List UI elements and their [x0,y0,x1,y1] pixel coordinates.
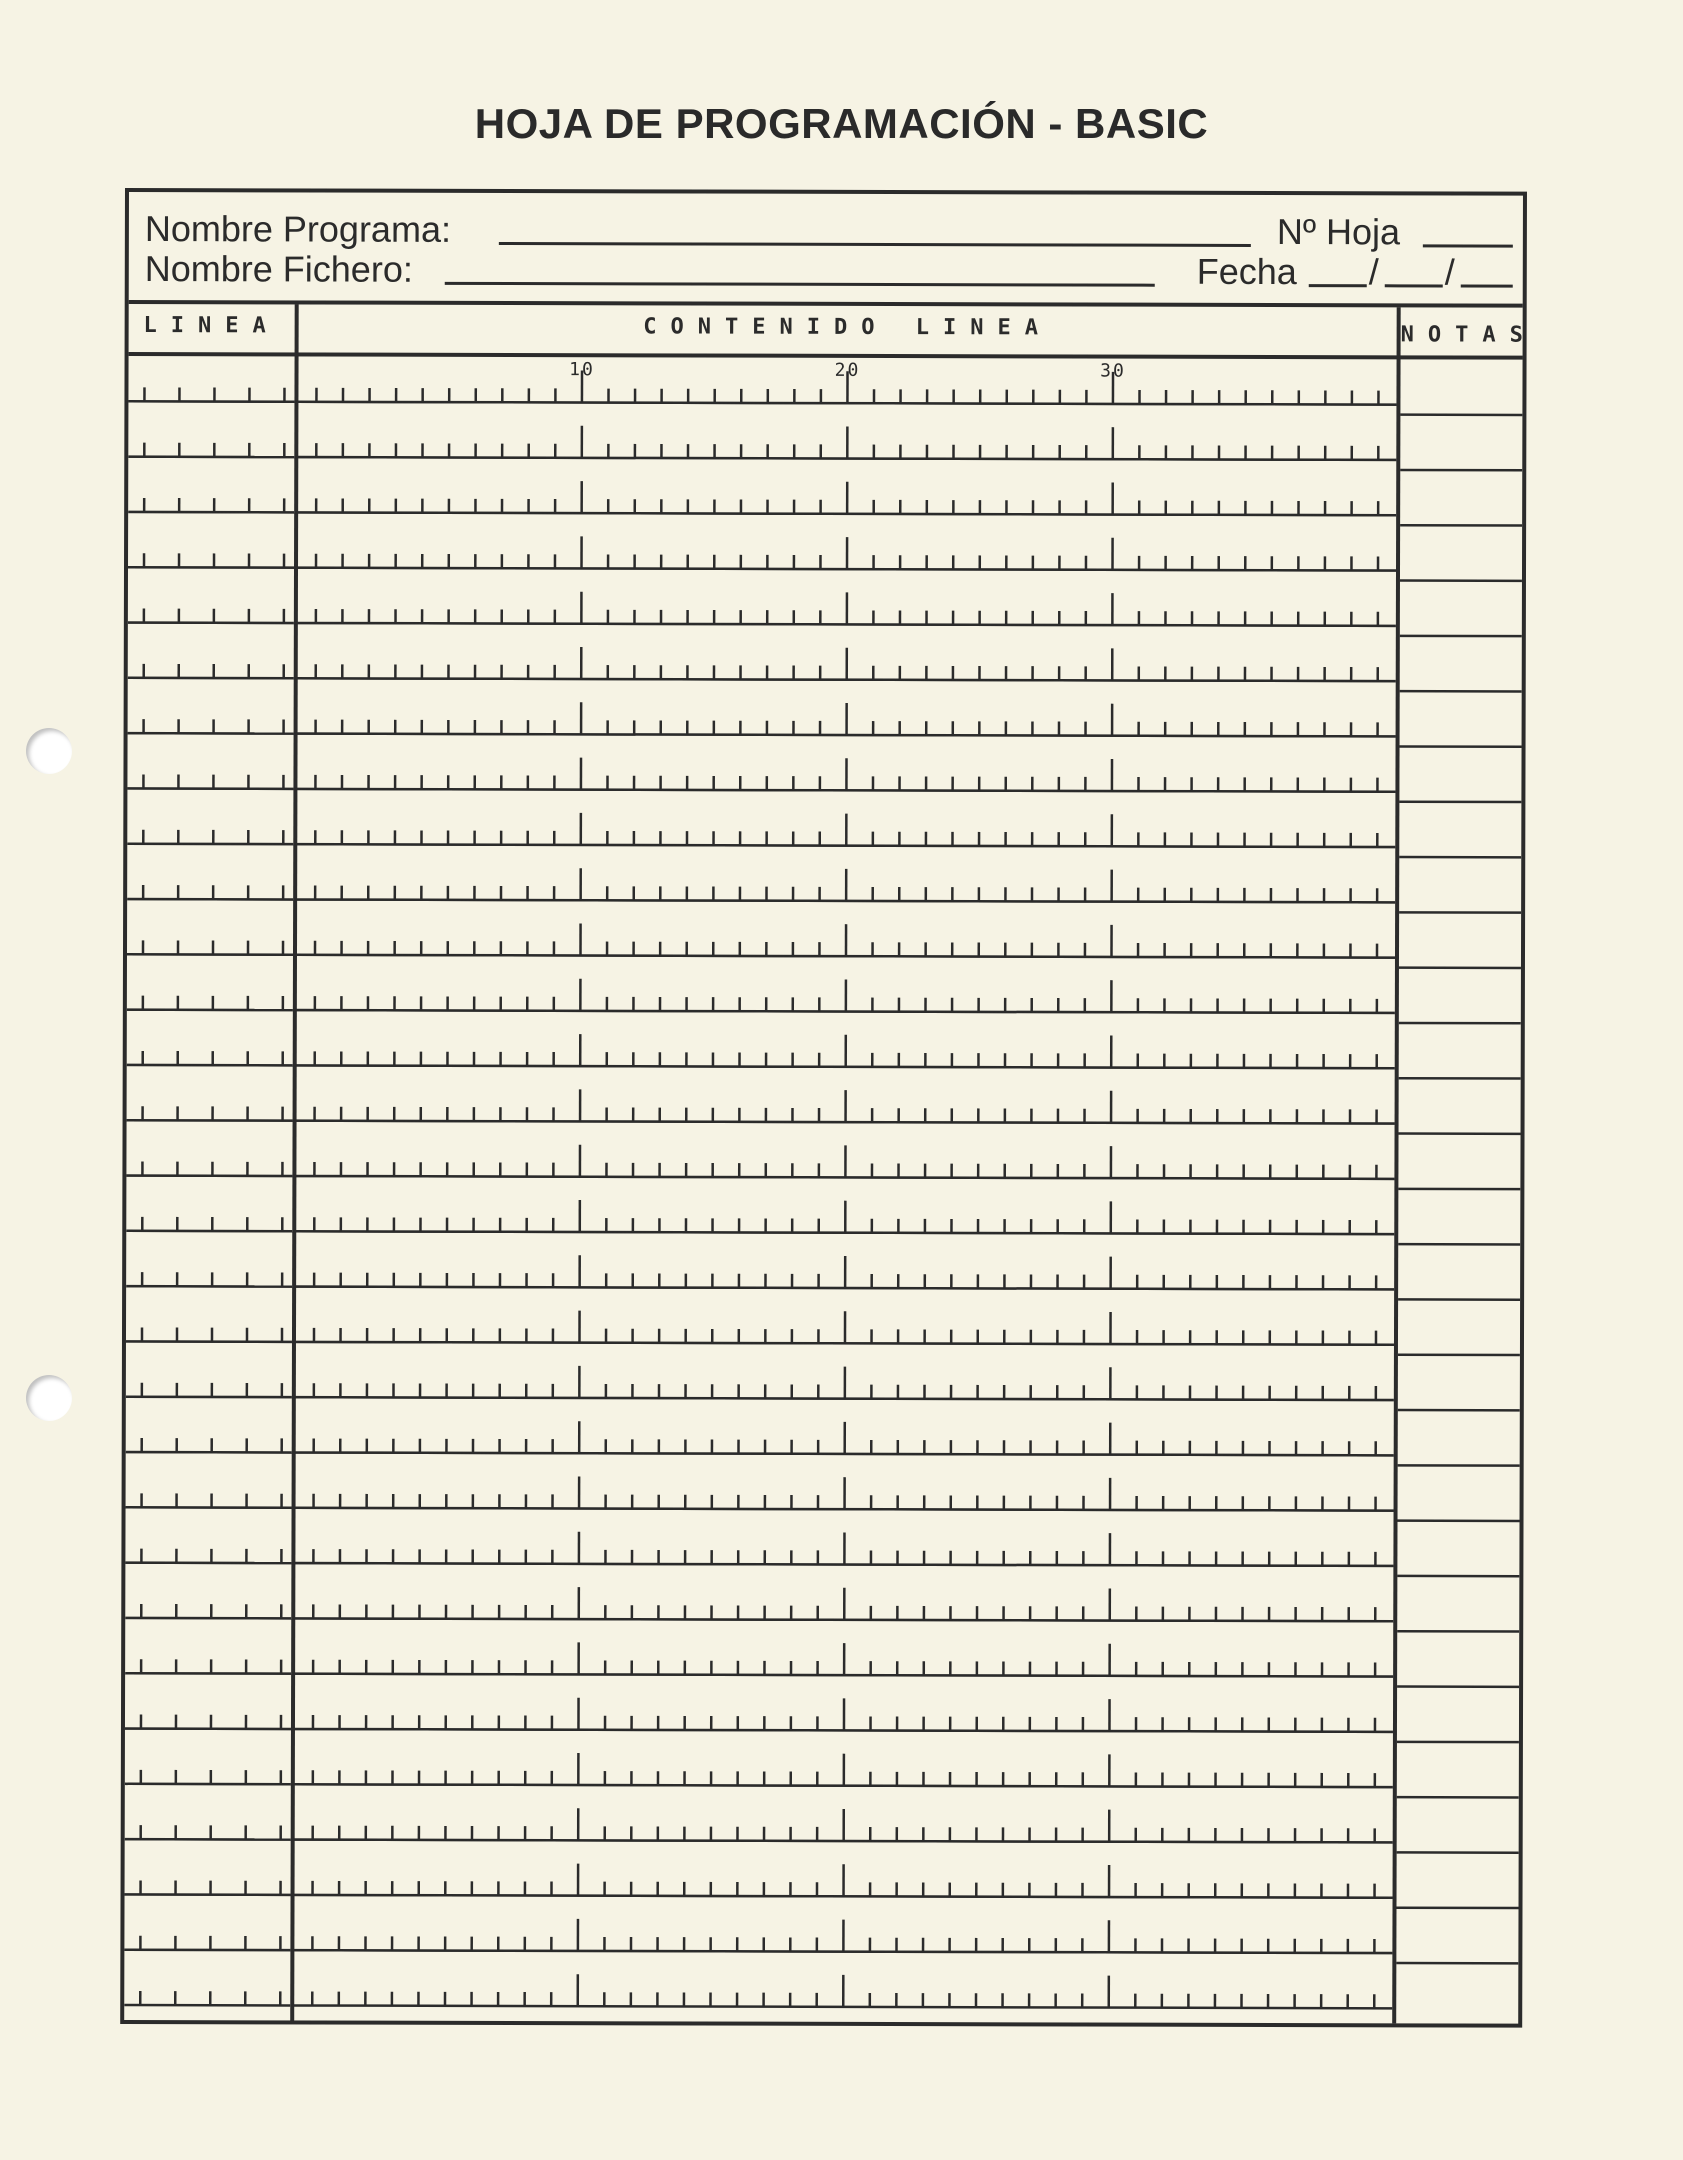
punch-hole-top [26,728,72,774]
writing-grid [124,192,1537,2024]
date-label: Fecha [1196,250,1297,293]
page-title: HOJA DE PROGRAMACIÓN - BASIC [474,100,1209,147]
ruler-mark-20: 20 [834,359,861,381]
ruler-mark-30: 30 [1100,360,1126,382]
file-name-label: Nombre Fichero: [144,248,413,290]
sheet-number-label: Nº Hoja [1276,211,1401,253]
column-header-rule [129,354,1523,358]
date-separator-1: / [1368,251,1379,293]
programming-sheet [120,188,1537,2028]
column-header-content: CONTENIDO LINEA [643,314,1053,341]
date-separator-2: / [1444,251,1455,293]
column-header-line: LINEA [143,313,280,339]
program-name-label: Nombre Programa: [144,208,452,250]
punch-hole-bottom [26,1375,72,1421]
column-header-notes: NOTAS [1400,322,1537,348]
ruler-mark-10: 10 [569,359,595,381]
